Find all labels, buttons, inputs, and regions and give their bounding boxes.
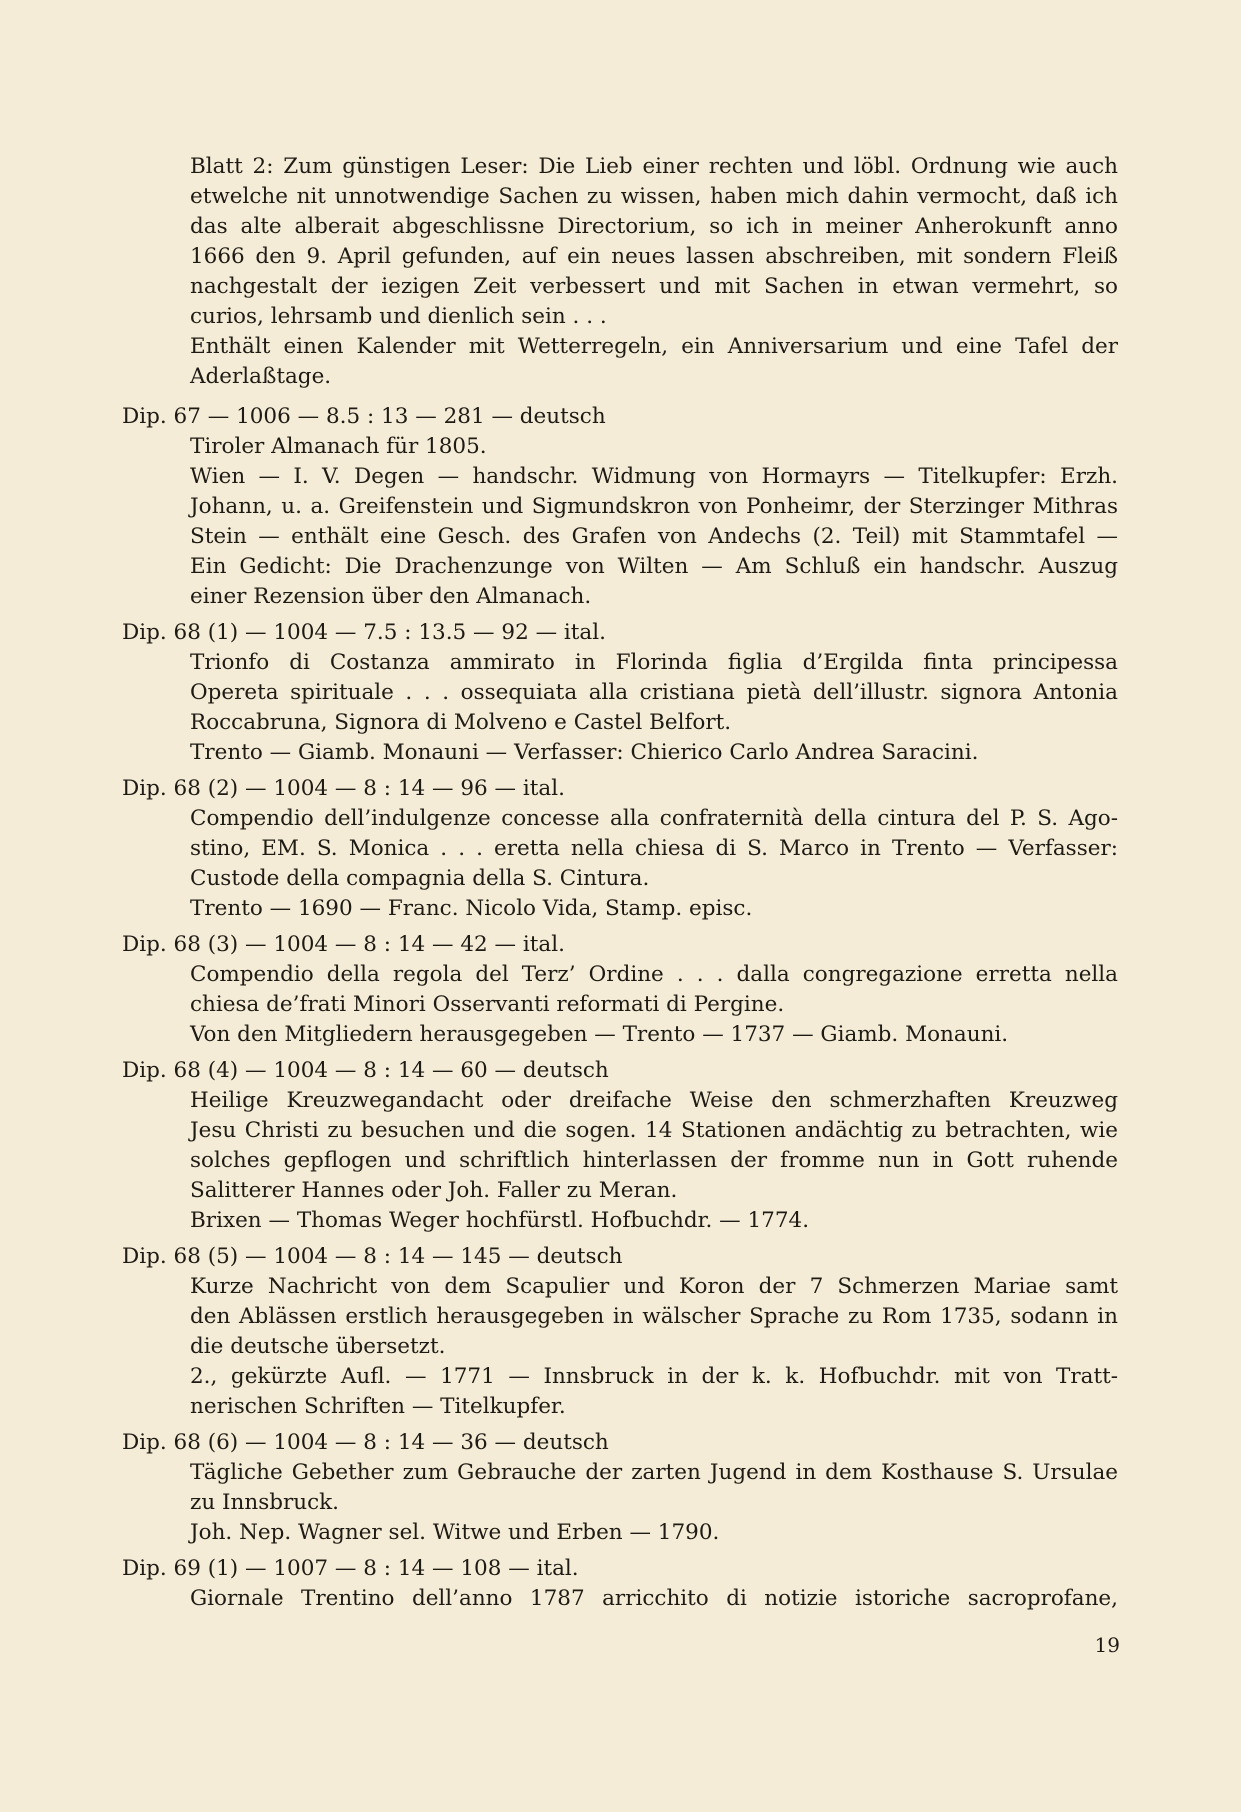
entry-detail-line: Brixen — Thomas Weger hochfürstl. Hofbuchdr. — 1774.: [190, 1208, 810, 1233]
entry-title-line: Salitterer Hannes oder Joh. Faller zu Meran.: [190, 1178, 678, 1203]
catalog-entry: [122, 774, 1118, 924]
entry-title-line: stino, EM. S. Monica . . . eretta nella chiesa di S. Marco in Trento — Verfasser:: [190, 836, 1118, 861]
catalog-entry: [122, 402, 1118, 612]
intro-line: 1666 den 9. April gefunden, auf ein neues lassen abschreiben, mit sondern Fleiß: [190, 244, 1118, 269]
entry-heading: Dip. 68 (6) — 1004 — 8 : 14 — 36 — deutsch: [122, 1430, 609, 1455]
entry-heading: Dip. 68 (2) — 1004 — 8 : 14 — 96 — ital.: [122, 776, 565, 801]
catalog-entry: [122, 1242, 1118, 1422]
intro-line: Blatt 2: Zum günstigen Leser: Die Lieb einer rechten und löbl. Ordnung wie auch: [190, 154, 1118, 179]
intro-line: curios, lehrsamb und dienlich sein . . .: [190, 304, 607, 329]
entry-detail-line: Stein — enthält eine Gesch. des Grafen von Andechs (2. Teil) mit Stammtafel —: [190, 524, 1118, 549]
entry-title-line: die deutsche übersetzt.: [190, 1334, 446, 1359]
intro-line: das alte alberait abgeschlissne Directorium, so ich in meiner Anherokunft anno: [190, 214, 1118, 239]
entry-title-line: Giornale Trentino dell’anno 1787 arricchito di notizie istoriche sacroprofane,: [190, 1586, 1118, 1611]
catalog-entry: [122, 1428, 1118, 1548]
entry-detail-line: Wien — I. V. Degen — handschr. Widmung von Hormayrs — Titelkupfer: Erzh.: [190, 464, 1118, 489]
entry-detail-line: einer Rezension über den Almanach.: [190, 584, 592, 609]
entry-title-line: chiesa de’frati Minori Osservanti reformati di Pergine.: [190, 992, 785, 1017]
page-number: 19: [1094, 1633, 1120, 1657]
entry-detail-line: Trento — Giamb. Monauni — Verfasser: Chierico Carlo Andrea Saracini.: [190, 740, 979, 765]
entry-title-line: Trionfo di Costanza ammirato in Florinda figlia d’Ergilda finta principessa: [190, 650, 1118, 675]
entry-title-line: Custode della compagnia della S. Cintura.: [190, 866, 650, 891]
entry-heading: Dip. 68 (4) — 1004 — 8 : 14 — 60 — deutsch: [122, 1058, 609, 1083]
entry-title-line: Opereta spirituale . . . ossequiata alla cristiana pietà dell’illustr. signora Antonia: [190, 680, 1118, 705]
entry-detail-line: Trento — 1690 — Franc. Nicolo Vida, Stamp. episc.: [190, 896, 753, 921]
entry-title-line: Kurze Nachricht von dem Scapulier und Koron der 7 Schmerzen Mariae samt: [190, 1274, 1118, 1299]
entry-heading: Dip. 68 (5) — 1004 — 8 : 14 — 145 — deutsch: [122, 1244, 623, 1269]
entry-heading: Dip. 69 (1) — 1007 — 8 : 14 — 108 — ital.: [122, 1556, 579, 1581]
entry-detail-line: Joh. Nep. Wagner sel. Witwe und Erben — 1790.: [190, 1520, 720, 1545]
entry-title-line: Tägliche Gebether zum Gebrauche der zarten Jugend in dem Kosthause S. Ursulae: [190, 1460, 1118, 1485]
entry-heading: Dip. 67 — 1006 — 8.5 : 13 — 281 — deutsch: [122, 404, 606, 429]
catalog-text: [122, 152, 1118, 1614]
entry-detail-line: Ein Gedicht: Die Drachenzunge von Wilten — Am Schluß ein handschr. Auszug: [190, 554, 1118, 579]
catalog-entry: [122, 1056, 1118, 1236]
entry-detail-line: 2., gekürzte Aufl. — 1771 — Innsbruck in der k. k. Hofbuchdr. mit von Tratt-: [190, 1364, 1118, 1389]
intro-paragraph: [122, 152, 1118, 392]
entry-title-line: zu Innsbruck.: [190, 1490, 340, 1515]
catalog-entry: [122, 1554, 1118, 1614]
entry-title-line: Jesu Christi zu besuchen und die sogen. 14 Stationen andächtig zu betrachten, wie: [190, 1118, 1118, 1143]
entry-title-line: Heilige Kreuzwegandacht oder dreifache Weise den schmerzhaften Kreuzweg: [190, 1088, 1118, 1113]
entry-title-line: den Ablässen erstlich herausgegeben in wälscher Sprache zu Rom 1735, sodann in: [190, 1304, 1118, 1329]
entry-title-line: solches gepflogen und schriftlich hinterlassen der fromme nun in Gott ruhende: [190, 1148, 1118, 1173]
intro-line: etwelche nit unnotwendige Sachen zu wissen, haben mich dahin vermocht, daß ich: [190, 184, 1118, 209]
entry-heading: Dip. 68 (1) — 1004 — 7.5 : 13.5 — 92 — ital.: [122, 620, 606, 645]
catalog-entry: [122, 930, 1118, 1050]
entry-detail-line: nerischen Schriften — Titelkupfer.: [190, 1394, 566, 1419]
entry-title-line: Compendio dell’indulgenze concesse alla confraternità della cintura del P. S. Ago-: [190, 806, 1118, 831]
intro-line: nachgestalt der iezigen Zeit verbessert und mit Sachen in etwan vermehrt, so: [190, 274, 1118, 299]
entry-detail-line: Von den Mitgliedern herausgegeben — Trento — 1737 — Giamb. Monauni.: [190, 1022, 1009, 1047]
catalog-entry: [122, 618, 1118, 768]
intro-line: Enthält einen Kalender mit Wetterregeln, ein Anniversarium und eine Tafel der: [190, 334, 1118, 359]
intro-line: Aderlaßtage.: [190, 364, 332, 389]
entry-title-line: Roccabruna, Signora di Molveno e Castel Belfort.: [190, 710, 732, 735]
entry-title-line: Compendio della regola del Terz’ Ordine . . . dalla congregazione erretta nella: [190, 962, 1118, 987]
entry-title-line: Tiroler Almanach für 1805.: [190, 434, 487, 459]
entry-detail-line: Johann, u. a. Greifenstein und Sigmundskron von Ponheimr, der Sterzinger Mithras: [190, 494, 1118, 519]
entry-heading: Dip. 68 (3) — 1004 — 8 : 14 — 42 — ital.: [122, 932, 565, 957]
